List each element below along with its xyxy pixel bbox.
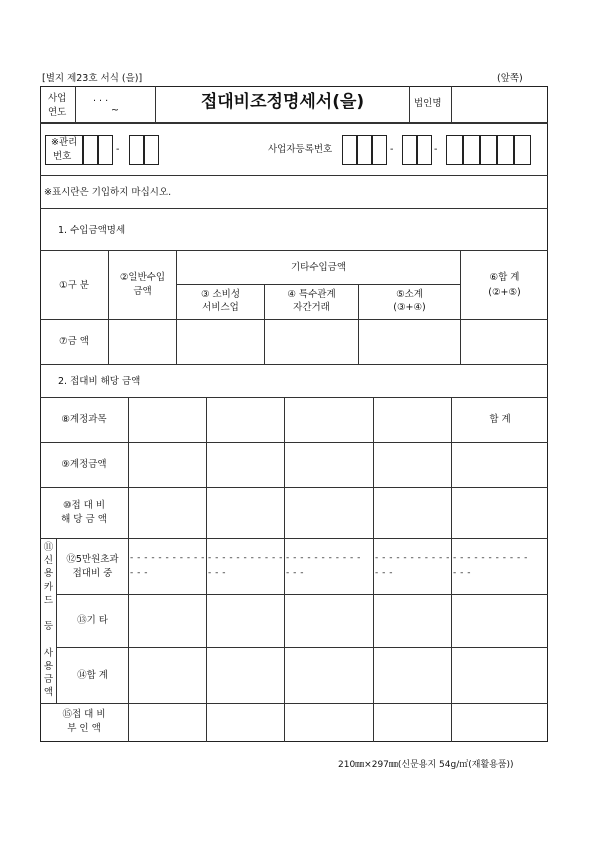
col-subtotal-2: (③+④) [393,302,426,313]
biz-reg-box-4[interactable] [402,135,417,165]
amount-general-cell[interactable] [109,320,176,364]
col-consumer-service-2: 서비스업 [202,302,239,313]
dash-fill-col4-line2: - - - [375,568,393,578]
biz-reg-box-2[interactable] [357,135,372,165]
notice-text: ※표시란은 기입하지 마십시오. [44,187,172,198]
col-general-income-1: ②일반수입 [119,272,166,283]
mgmt-number-box-1[interactable] [83,135,98,165]
amount-subtotal-cell[interactable] [359,320,460,364]
row-sum-label: ⑭합 계 [77,670,108,681]
form-number-label: [별지 제23호 서식 (을)] [42,73,143,84]
account-total-label: 합 계 [489,414,511,425]
row-denied-label-2: 부 인 액 [67,723,101,734]
col-general-income-2: 금액 [133,286,152,297]
row-entertainment-label-1: ⑩접 대 비 [62,500,106,511]
dash-fill-col5-line1: - - - - - - - - - - - [453,553,528,563]
biz-reg-box-7[interactable] [463,135,480,165]
corp-name-label: 법인명 [414,98,442,109]
col-total-1: ⑥합 계 [489,272,520,283]
credit-card-vertical-label: ⑪ 신 용 카 드 등 사 용 금 액 [43,542,54,699]
dash-fill-col2-line2: - - - [208,568,226,578]
mgmt-number-dash: - [116,144,120,155]
biz-reg-label: 사업자등록번호 [268,144,333,155]
amount-total-cell[interactable] [461,320,548,364]
dash-fill-col1-line2: - - - [130,568,148,578]
biz-reg-dash-1: - [390,144,394,155]
dash-fill-col2-line1: - - - - - - - - - - - [208,553,283,563]
col-subtotal-1: ⑤소계 [396,289,423,300]
row-account-label: ⑧계정과목 [61,414,107,425]
dash-fill-col3-line2: - - - [286,568,304,578]
row-account-amount-label: ⑨계정금액 [61,459,107,470]
col-related-party-2: 자간거래 [293,302,330,313]
biz-reg-box-9[interactable] [497,135,514,165]
dash-fill-col3-line1: - - - - - - - - - - - [286,553,361,563]
form-title: 접대비조정명세서(을) [200,92,365,112]
mgmt-number-label-2: 번호 [53,151,72,162]
col-other-income: 기타수입금액 [290,262,347,273]
col-gubun: ①구 분 [59,280,89,291]
mgmt-number-box-3[interactable] [129,135,144,165]
paper-spec-footer: 210㎜×297㎜(신문용지 54g/㎡(재활용품)) [338,760,514,770]
year-label-1: 사업 [48,93,67,104]
biz-reg-box-5[interactable] [417,135,432,165]
row-over-50k-label-1: ⑫5만원초과 [66,554,119,565]
row-denied-label-1: ⑮접 대 비 [62,709,106,720]
dash-fill-col4-line1: - - - - - - - - - - - [375,553,450,563]
row-amount-label: ⑦금 액 [59,336,89,347]
mgmt-number-label-1: ※관리 [51,137,78,148]
mgmt-number-box-2[interactable] [98,135,113,165]
dash-fill-col5-line2: - - - [453,568,471,578]
mgmt-number-box-4[interactable] [144,135,159,165]
page-side-label: (앞쪽) [497,73,523,84]
col-related-party-1: ④ 특수관계 [287,289,336,300]
row-entertainment-label-2: 해 당 금 액 [61,514,107,525]
section1-title: 1. 수입금액명세 [58,225,126,236]
col-consumer-service-1: ③ 소비성 [200,289,241,300]
corp-name-field[interactable] [453,88,546,121]
date-from[interactable]: . . . [93,93,109,104]
biz-reg-dash-2: - [434,144,438,155]
biz-reg-box-8[interactable] [480,135,497,165]
biz-reg-box-3[interactable] [372,135,387,165]
year-label-2: 연도 [48,107,67,118]
row-over-50k-label-2: 접대비 중 [72,568,113,579]
amount-related-cell[interactable] [265,320,358,364]
section2-title: 2. 접대비 해당 금액 [58,376,141,387]
date-tilde: ~ [111,105,119,116]
col-total-2: (②+⑤) [488,287,521,298]
biz-reg-box-10[interactable] [514,135,531,165]
biz-reg-box-6[interactable] [446,135,463,165]
row-other-label: ⑬기 타 [77,615,108,626]
biz-reg-box-1[interactable] [342,135,357,165]
amount-consumer-cell[interactable] [177,320,264,364]
dash-fill-col1-line1: - - - - - - - - - - - [130,553,205,563]
